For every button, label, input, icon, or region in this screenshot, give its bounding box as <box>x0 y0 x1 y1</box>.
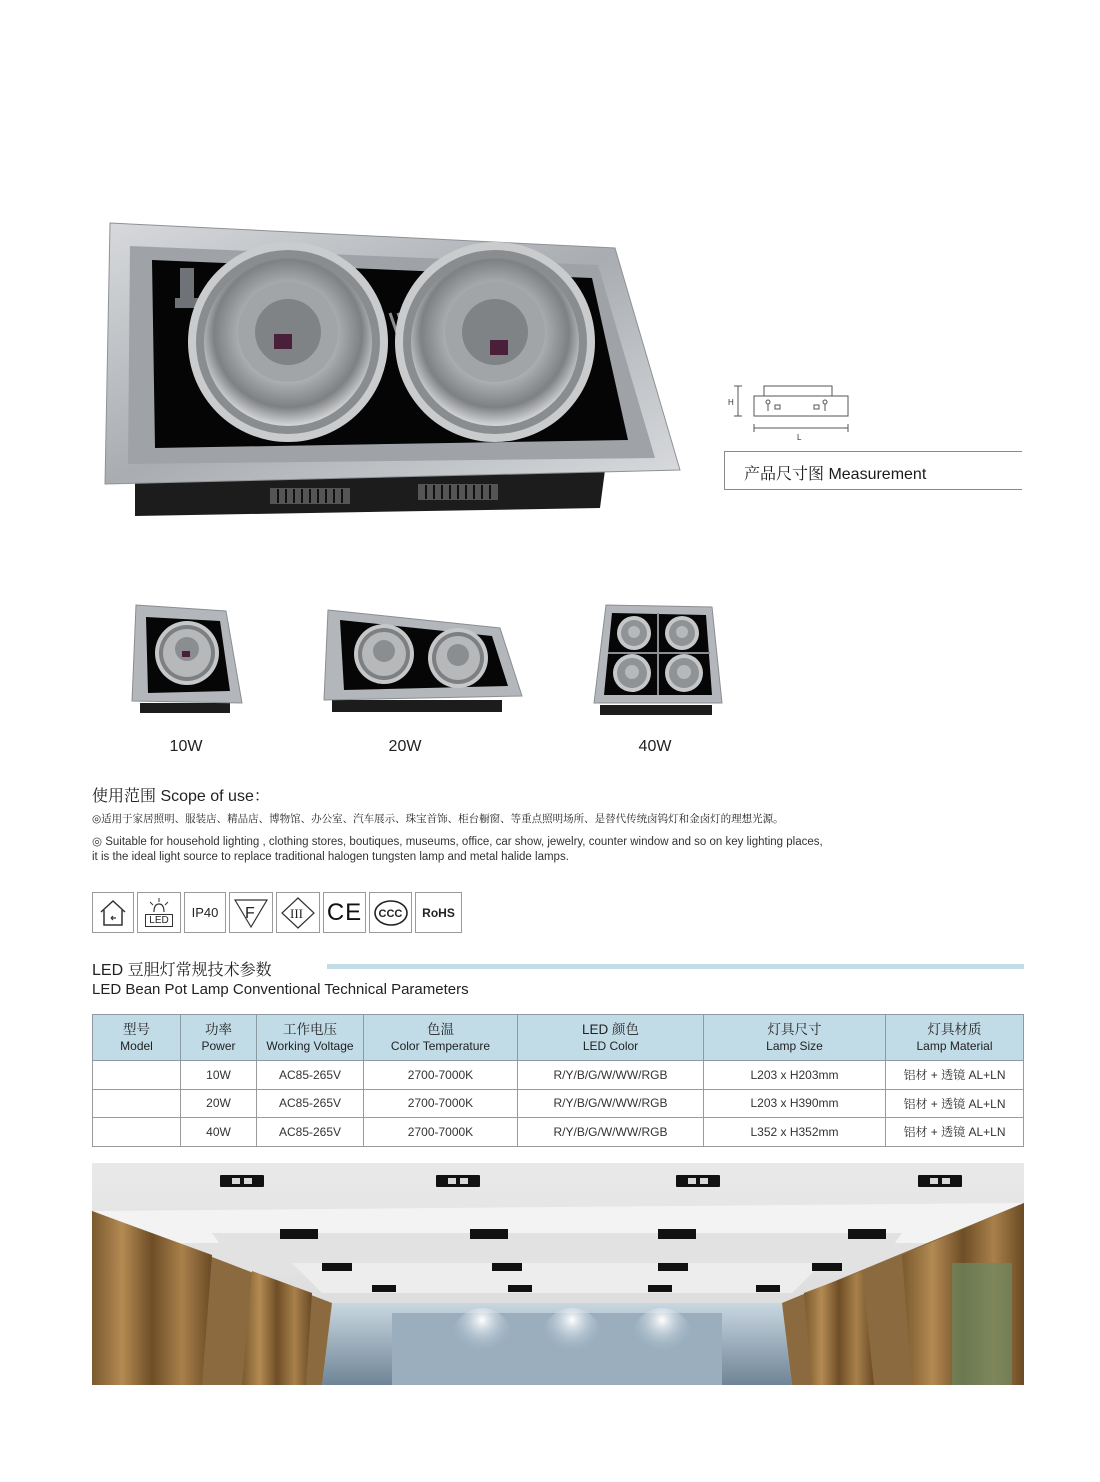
ce-mark-text: CE <box>326 898 363 926</box>
scope-description-en-line2: it is the ideal light source to replace traditional halogen tungsten lamp and metal halide lamps. <box>92 851 569 863</box>
cell-voltage: AC85-265V <box>257 1061 364 1090</box>
rohs-icon <box>415 892 462 933</box>
variant-20w-image <box>322 608 526 718</box>
header-power: 功率 Power <box>181 1015 257 1061</box>
class-iii-text: III <box>290 905 303 921</box>
indoor-use-icon <box>92 892 134 933</box>
header-led-color: LED 颜色 LED Color <box>518 1015 704 1061</box>
cell-led-color: R/Y/B/G/W/WW/RGB <box>518 1118 704 1147</box>
variant-10w-image <box>130 603 246 715</box>
variant-20w-label: 20W <box>388 738 422 755</box>
cell-lamp-material: 铝材 + 透镜 AL+LN <box>886 1118 1024 1147</box>
cell-model <box>93 1089 181 1118</box>
cell-led-color: R/Y/B/G/W/WW/RGB <box>518 1061 704 1090</box>
class-iii-icon <box>276 892 320 933</box>
header-voltage: 工作电压 Working Voltage <box>257 1015 364 1061</box>
cell-lamp-size: L352 x H352mm <box>704 1118 886 1147</box>
cell-voltage: AC85-265V <box>257 1089 364 1118</box>
cell-lamp-size: L203 x H203mm <box>704 1061 886 1090</box>
cell-model <box>93 1061 181 1090</box>
led-icon-text: LED <box>145 914 172 927</box>
cell-color-temperature: 2700-7000K <box>364 1089 518 1118</box>
cell-model <box>93 1118 181 1147</box>
scope-description-en-line1: ◎ Suitable for household lighting , clothing stores, boutiques, museums, office, car show, jewelry, counter window and so on key lighting places, <box>92 836 823 848</box>
dimension-h-label: H <box>728 398 734 407</box>
cell-color-temperature: 2700-7000K <box>364 1118 518 1147</box>
header-color-temperature: 色温 Color Temperature <box>364 1015 518 1061</box>
ccc-mark-icon <box>369 892 412 933</box>
scope-title: 使用范围 Scope of use： <box>92 788 270 805</box>
cell-power: 20W <box>181 1089 257 1118</box>
table-row <box>93 1061 1024 1090</box>
header-lamp-material: 灯具材质 Lamp Material <box>886 1015 1024 1061</box>
main-product-image <box>100 218 690 523</box>
cell-power: 40W <box>181 1118 257 1147</box>
measurement-label: 产品尺寸图 Measurement <box>744 466 927 483</box>
cell-color-temperature: 2700-7000K <box>364 1061 518 1090</box>
ce-mark-icon <box>323 892 366 933</box>
ip40-text: IP40 <box>191 905 219 920</box>
ip40-icon <box>184 892 226 933</box>
variant-40w-label: 40W <box>638 738 672 755</box>
table-header-row <box>93 1015 1024 1061</box>
table-row <box>93 1118 1024 1147</box>
header-lamp-size: 灯具尺寸 Lamp Size <box>704 1015 886 1061</box>
f-mark-text: F <box>245 904 255 922</box>
variant-40w-image <box>592 603 726 717</box>
params-title-en: LED Bean Pot Lamp Conventional Technical Parameters <box>92 981 469 998</box>
table-row <box>93 1089 1024 1118</box>
cell-led-color: R/Y/B/G/W/WW/RGB <box>518 1089 704 1118</box>
led-icon <box>137 892 181 933</box>
params-title-cn: LED 豆胆灯常规技术参数 <box>92 962 272 979</box>
cell-voltage: AC85-265V <box>257 1118 364 1147</box>
title-divider-bar <box>327 964 1024 969</box>
measurement-diagram <box>722 378 862 444</box>
dimension-l-label: L <box>797 433 802 442</box>
cell-lamp-material: 铝材 + 透镜 AL+LN <box>886 1061 1024 1090</box>
variant-10w-label: 10W <box>169 738 203 755</box>
cell-lamp-material: 铝材 + 透镜 AL+LN <box>886 1089 1024 1118</box>
scope-description-cn: ◎适用于家居照明、服装店、精品店、博物馆、办公室、汽车展示、珠宝首饰、柜台橱窗、等重点照明场所、是替代传统卤钨灯和金卤灯的理想光源。 <box>92 813 784 825</box>
f-mark-icon <box>229 892 273 933</box>
rohs-text: RoHS <box>422 905 455 920</box>
installation-scene-image <box>92 1163 1024 1385</box>
ccc-mark-text: CCC <box>378 907 402 920</box>
cell-lamp-size: L203 x H390mm <box>704 1089 886 1118</box>
header-model: 型号 Model <box>93 1015 181 1061</box>
cell-power: 10W <box>181 1061 257 1090</box>
parameters-table <box>92 1014 1024 1147</box>
